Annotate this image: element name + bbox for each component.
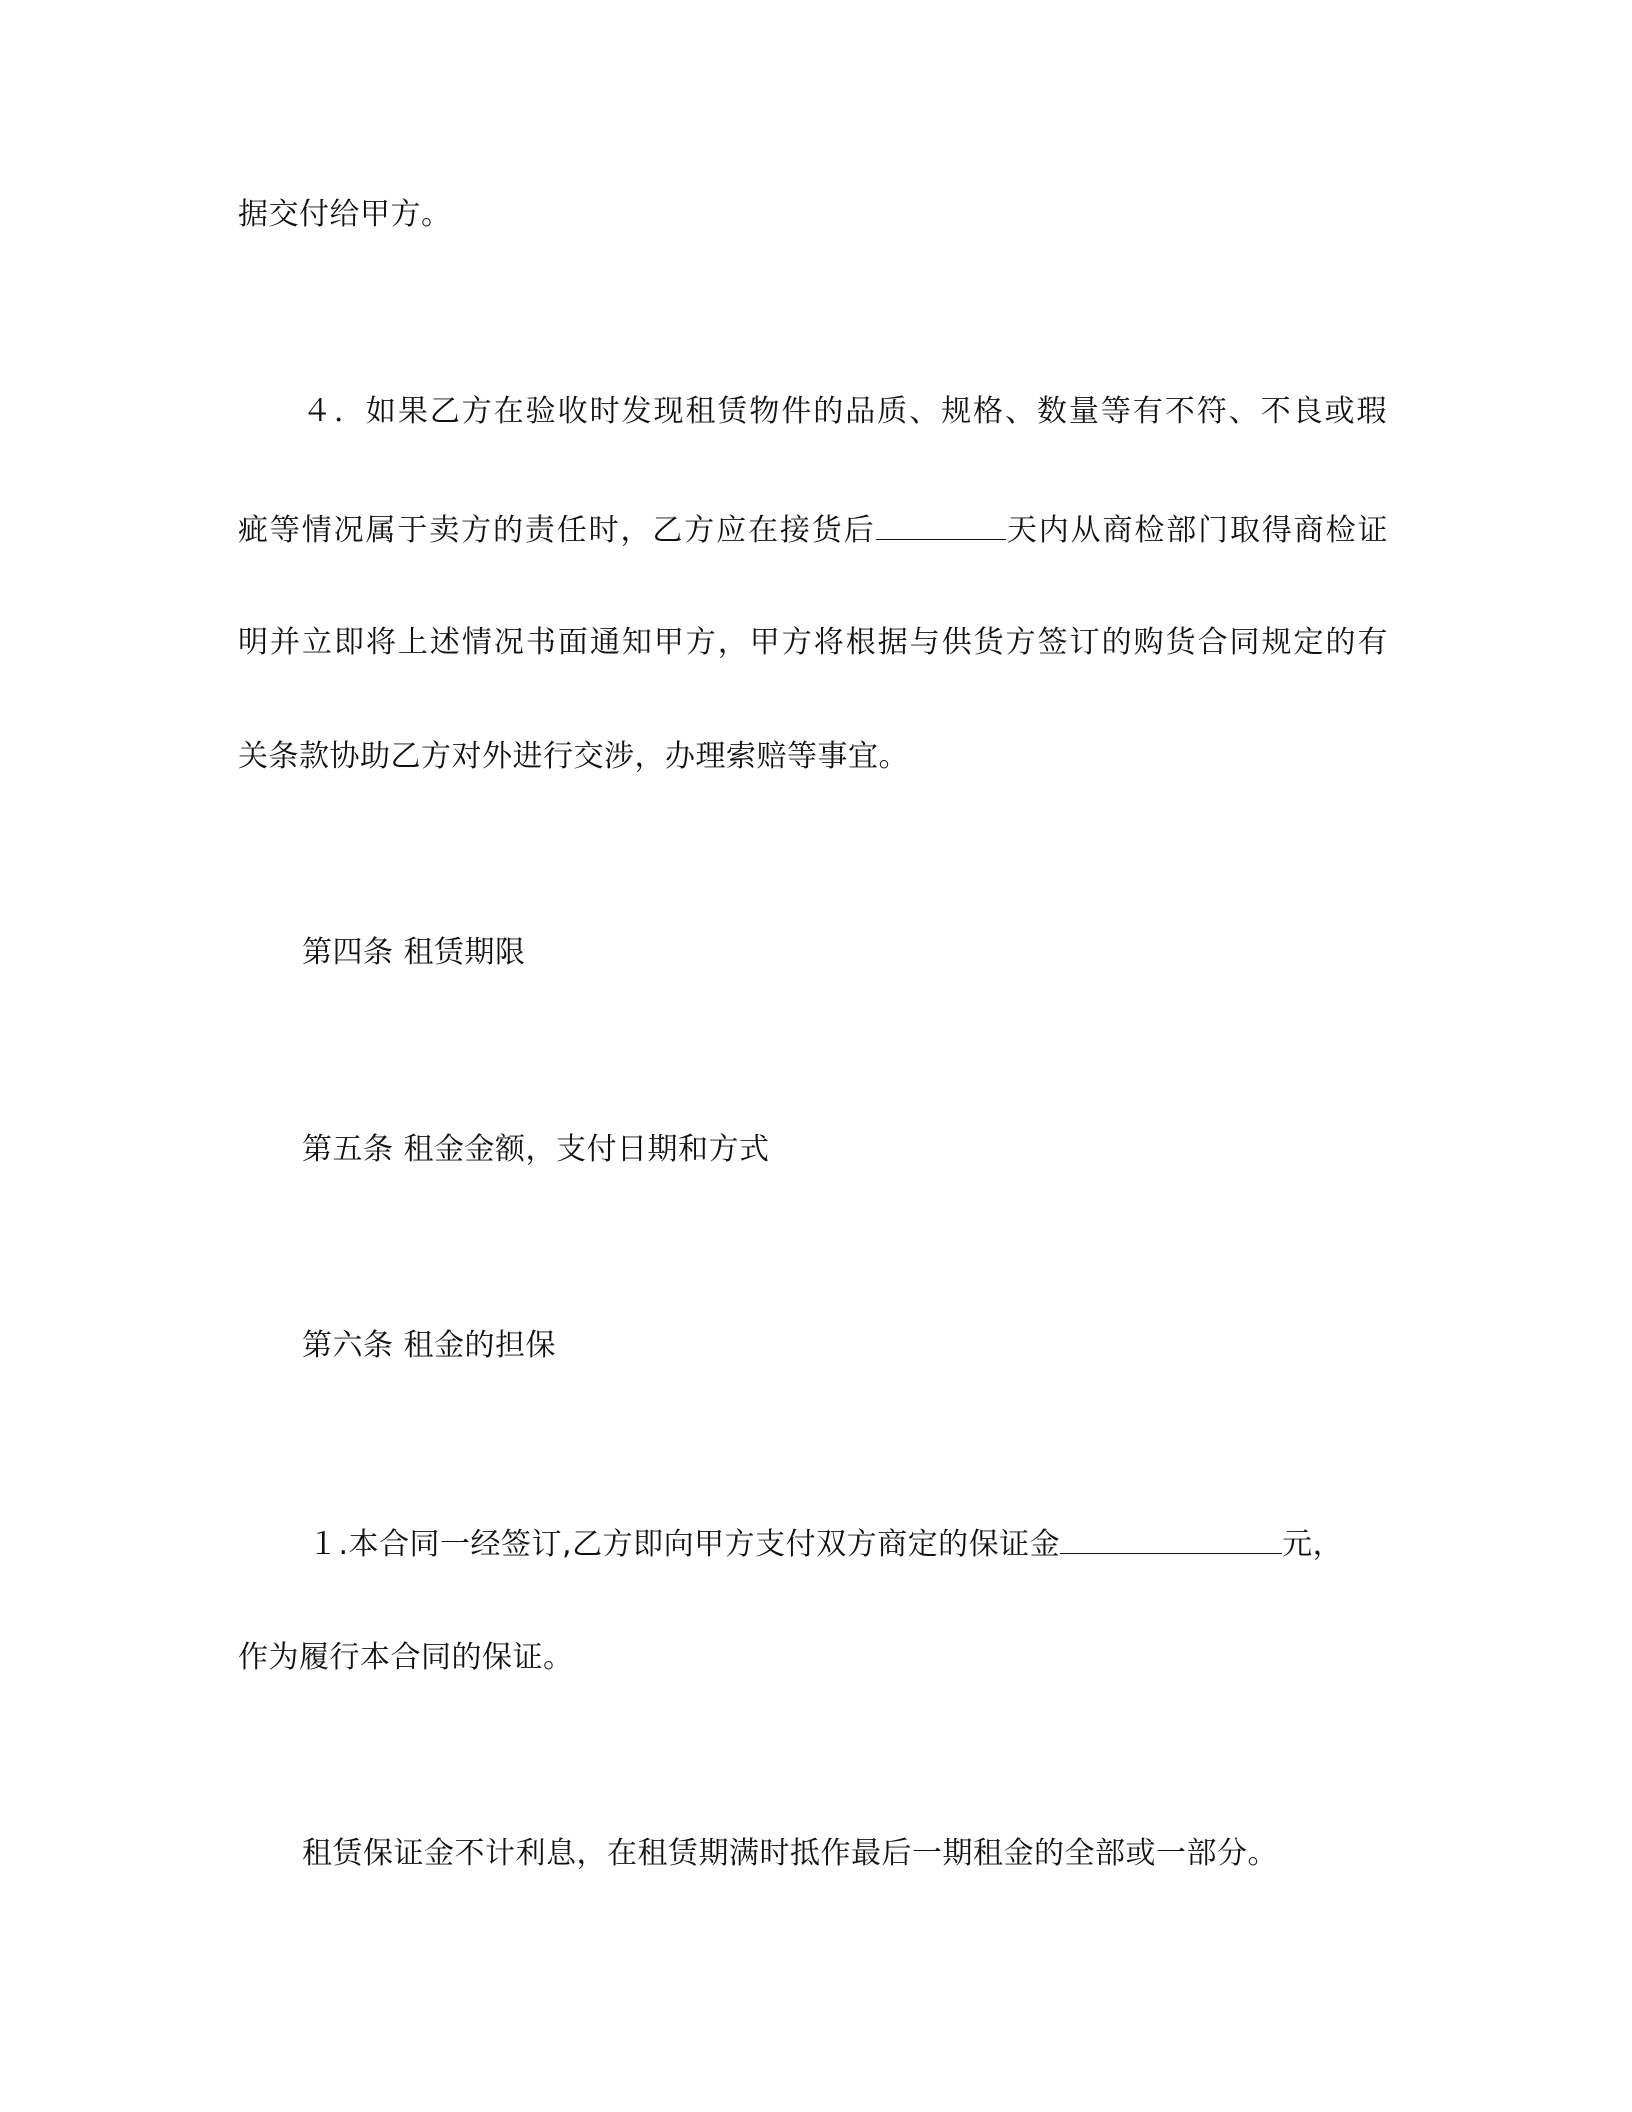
deposit-unit: 元， [1282, 1527, 1344, 1562]
article-6-clause-1-line-1 [308, 1523, 1343, 1565]
article-6-heading: 第六条 租金的担保 [302, 1328, 557, 1363]
clause-4-line-2-text-b: 天内从商检部门取得商检证 [1005, 513, 1388, 548]
clause-4-line-4: 关条款协助乙方对外进行交涉，办理索赔等事宜。 [238, 739, 909, 774]
clause-4-line-3: 明并立即将上述情况书面通知甲方，甲方将根据与供货方签订的购货合同规定的有 [238, 625, 1388, 660]
deposit-amount-blank-field [1060, 1523, 1282, 1554]
deposit-note: 租赁保证金不计利息，在租赁期满时抵作最后一期租金的全部或一部分。 [302, 1836, 1278, 1871]
clause-4-line-1: ４．如果乙方在验收时发现租赁物件的品质、规格、数量等有不符、不良或瑕 [302, 394, 1387, 429]
days-blank-field [876, 509, 1006, 540]
clause-4-line-2 [238, 509, 1388, 551]
article-4-heading: 第四条 租赁期限 [302, 935, 526, 970]
article-6-clause-1-line-2: 作为履行本合同的保证。 [238, 1640, 574, 1675]
paragraph-line: 据交付给甲方。 [238, 197, 452, 232]
deposit-text: １.本合同一经签订,乙方即向甲方支付双方商定的保证金 [308, 1527, 1061, 1562]
clause-4-line-2-text-a: 疵等情况属于卖方的责任时，乙方应在接货后 [238, 513, 876, 548]
article-5-heading: 第五条 租金金额，支付日期和方式 [302, 1132, 770, 1167]
